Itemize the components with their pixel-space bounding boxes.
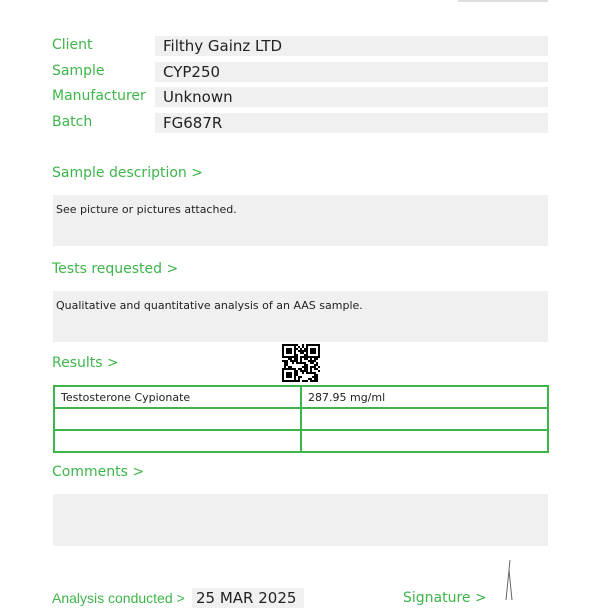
table-row [54, 386, 548, 408]
field-value-batch: FG687R [155, 113, 548, 133]
analysis-date: 25 MAR 2025 [192, 588, 304, 608]
field-label-sample: Sample [52, 62, 105, 79]
table-row [54, 408, 548, 430]
result-value [301, 408, 548, 430]
result-compound: Testosterone Cypionate [54, 386, 301, 408]
tests-requested-box: Qualitative and quantitative analysis of an AAS sample. [53, 291, 548, 342]
field-value-sample: CYP250 [155, 62, 548, 82]
sample-description-box: See picture or pictures attached. [53, 195, 548, 246]
tests-requested-heading: Tests requested > [52, 261, 179, 277]
field-label-client: Client [52, 37, 93, 53]
results-heading: Results > [52, 355, 119, 371]
sample-description-heading: Sample description > [52, 165, 203, 181]
top-cut-field [458, 0, 548, 2]
table-row [54, 430, 548, 452]
comments-box [53, 494, 548, 546]
comments-heading: Comments > [52, 464, 145, 480]
field-value-client: Filthy Gainz LTD [155, 36, 548, 56]
result-compound [54, 430, 301, 452]
signature-image [490, 560, 530, 600]
result-compound [54, 408, 301, 430]
field-label-manufacturer: Manufacturer [52, 88, 146, 104]
field-value-manufacturer: Unknown [155, 87, 548, 107]
signature-label: Signature > [403, 590, 487, 606]
qr-code-icon [282, 344, 320, 382]
field-label-batch: Batch [52, 113, 93, 130]
analysis-conducted-label: Analysis conducted > [52, 590, 185, 606]
results-table [53, 385, 549, 453]
result-value [301, 430, 548, 452]
result-value: 287.95 mg/ml [301, 386, 548, 408]
